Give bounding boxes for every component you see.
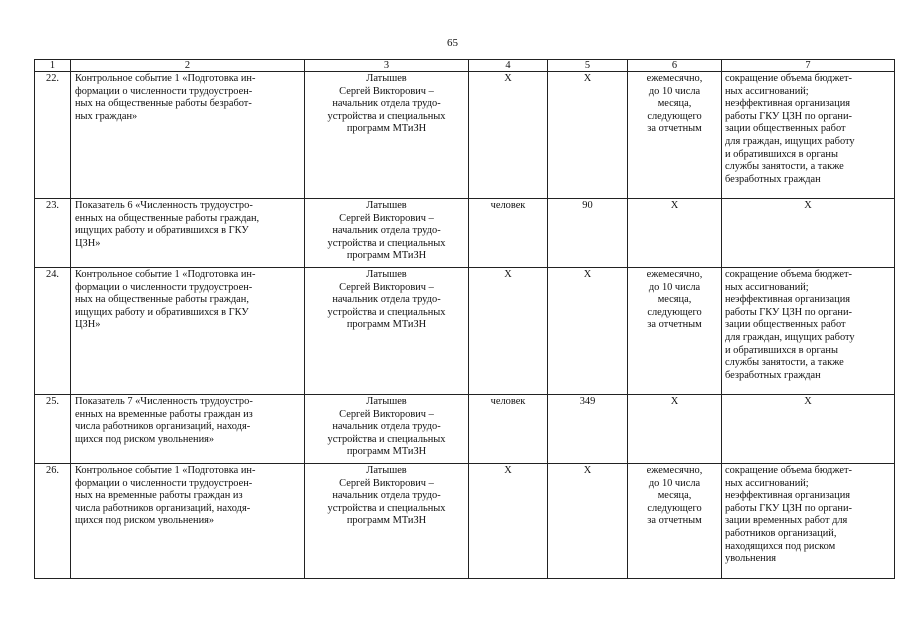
text-line: работы ГКУ ЦЗН по органи- bbox=[725, 502, 852, 514]
text-line: неэффективная организация bbox=[725, 98, 851, 110]
text-line: Показатель 6 «Численность трудоустро- bbox=[75, 200, 253, 211]
text-line: увольнения bbox=[725, 553, 777, 565]
responsible-person bbox=[305, 464, 469, 579]
column-number-row bbox=[35, 60, 895, 72]
risk-cell bbox=[722, 395, 895, 464]
text-line: Показатель 7 «Численность трудоустро- bbox=[75, 396, 253, 407]
responsible-person bbox=[305, 72, 469, 199]
text-line: ных на общественные работы граждан, bbox=[75, 294, 249, 306]
text-line: безработных граждан bbox=[725, 369, 821, 381]
text-line: Контрольное событие 1 «Подготовка ин- bbox=[75, 73, 256, 84]
text-line: Сергей Викторович – bbox=[339, 408, 434, 420]
event-name bbox=[71, 464, 305, 579]
text-line: безработных граждан bbox=[725, 173, 821, 185]
text-line: для граждан, ищущих работу bbox=[725, 135, 855, 147]
text-line: программ МТиЗН bbox=[346, 319, 427, 331]
text-line: Сергей Викторович – bbox=[339, 281, 434, 293]
event-name bbox=[71, 72, 305, 199]
text-line: ежемесячно, bbox=[646, 465, 703, 476]
table-row bbox=[35, 268, 895, 395]
text-line: неэффективная организация bbox=[725, 294, 851, 306]
text-line: сокращение объема бюджет- bbox=[725, 73, 852, 84]
text-line: службы занятости, а также bbox=[725, 357, 844, 369]
text-line: ных ассигнований; bbox=[725, 477, 809, 489]
period-cell bbox=[628, 199, 722, 268]
responsible-person bbox=[305, 395, 469, 464]
text-line: Х bbox=[670, 396, 679, 407]
text-line: находящихся под риском bbox=[725, 540, 836, 552]
text-line: формации о численности трудоустроен- bbox=[75, 85, 253, 97]
unit-cell: человек bbox=[469, 395, 548, 464]
text-line: устройства и специальных bbox=[327, 110, 446, 122]
unit-cell: человек bbox=[469, 199, 548, 268]
text-line: и обратившихся в органы bbox=[725, 344, 838, 356]
text-line: енных на общественные работы граждан, bbox=[75, 212, 260, 224]
table-row bbox=[35, 72, 895, 199]
text-line: устройства и специальных bbox=[327, 306, 446, 318]
text-line: ных на общественные работы безработ- bbox=[75, 98, 252, 110]
text-line: до 10 числа bbox=[648, 85, 701, 97]
row-number: 25. bbox=[35, 395, 71, 464]
table-row bbox=[35, 199, 895, 268]
text-line: службы занятости, а также bbox=[725, 161, 844, 173]
text-line: Латышев bbox=[366, 396, 407, 407]
period-cell bbox=[628, 464, 722, 579]
text-line: формации о численности трудоустроен- bbox=[75, 281, 253, 293]
unit-cell: Х bbox=[469, 464, 548, 579]
text-line: сокращение объема бюджет- bbox=[725, 269, 852, 280]
text-line: следующего bbox=[647, 110, 702, 122]
text-line: и обратившихся в органы bbox=[725, 148, 838, 160]
text-line: Латышев bbox=[366, 465, 407, 476]
text-line: программ МТиЗН bbox=[346, 515, 427, 527]
indicator-name bbox=[71, 395, 305, 464]
row-number: 22. bbox=[35, 72, 71, 199]
responsible-person bbox=[305, 199, 469, 268]
text-line: работы ГКУ ЦЗН по органи- bbox=[725, 110, 852, 122]
text-line: устройства и специальных bbox=[327, 502, 446, 514]
value-cell: 349 bbox=[548, 395, 628, 464]
text-line: зации временных работ для bbox=[725, 515, 848, 527]
plan-table bbox=[34, 59, 895, 579]
text-line: Х bbox=[670, 200, 679, 211]
text-line: Латышев bbox=[366, 73, 407, 84]
text-line: ных граждан» bbox=[75, 110, 138, 122]
column-number: 1 bbox=[35, 60, 71, 72]
text-line: зации общественных работ bbox=[725, 123, 846, 135]
text-line: месяца, bbox=[657, 294, 692, 306]
row-number: 26. bbox=[35, 464, 71, 579]
text-line: начальник отдела трудо- bbox=[332, 225, 441, 237]
column-number: 3 bbox=[305, 60, 469, 72]
text-line: ных ассигнований; bbox=[725, 85, 809, 97]
column-number: 5 bbox=[548, 60, 628, 72]
period-cell bbox=[628, 395, 722, 464]
text-line: ежемесячно, bbox=[646, 269, 703, 280]
text-line: устройства и специальных bbox=[327, 433, 446, 445]
text-line: месяца, bbox=[657, 490, 692, 502]
text-line: зации общественных работ bbox=[725, 319, 846, 331]
text-line: ЦЗН» bbox=[75, 237, 101, 249]
text-line: формации о численности трудоустроен- bbox=[75, 477, 253, 489]
text-line: ищущих работу и обратившихся в ГКУ bbox=[75, 225, 249, 237]
text-line: щихся под риском увольнения» bbox=[75, 515, 215, 527]
text-line: начальник отдела трудо- bbox=[332, 294, 441, 306]
text-line: до 10 числа bbox=[648, 281, 701, 293]
text-line: числа работников организаций, находя- bbox=[75, 502, 251, 514]
text-line: для граждан, ищущих работу bbox=[725, 331, 855, 343]
risk-cell bbox=[722, 464, 895, 579]
text-line: работников организаций, bbox=[725, 527, 837, 539]
text-line: начальник отдела трудо- bbox=[332, 98, 441, 110]
risk-cell bbox=[722, 199, 895, 268]
text-line: работы ГКУ ЦЗН по органи- bbox=[725, 306, 852, 318]
text-line: до 10 числа bbox=[648, 477, 701, 489]
text-line: Сергей Викторович – bbox=[339, 85, 434, 97]
table-row bbox=[35, 464, 895, 579]
text-line: за отчетным bbox=[647, 319, 702, 331]
column-number: 2 bbox=[71, 60, 305, 72]
text-line: программ МТиЗН bbox=[346, 123, 427, 135]
column-number: 6 bbox=[628, 60, 722, 72]
text-line: Х bbox=[804, 396, 812, 407]
unit-cell: Х bbox=[469, 268, 548, 395]
text-line: следующего bbox=[647, 306, 702, 318]
row-number: 24. bbox=[35, 268, 71, 395]
text-line: Контрольное событие 1 «Подготовка ин- bbox=[75, 465, 256, 476]
text-line: ных на временные работы граждан из bbox=[75, 490, 243, 502]
text-line: начальник отдела трудо- bbox=[332, 421, 441, 433]
risk-cell bbox=[722, 72, 895, 199]
text-line: щихся под риском увольнения» bbox=[75, 433, 215, 445]
text-line: Сергей Викторович – bbox=[339, 212, 434, 224]
column-number: 4 bbox=[469, 60, 548, 72]
text-line: числа работников организаций, находя- bbox=[75, 421, 251, 433]
text-line: ежемесячно, bbox=[646, 73, 703, 84]
text-line: сокращение объема бюджет- bbox=[725, 465, 852, 476]
text-line: ных ассигнований; bbox=[725, 281, 809, 293]
indicator-name bbox=[71, 199, 305, 268]
text-line: устройства и специальных bbox=[327, 237, 446, 249]
period-cell bbox=[628, 72, 722, 199]
text-line: Латышев bbox=[366, 200, 407, 211]
event-name bbox=[71, 268, 305, 395]
text-line: Сергей Викторович – bbox=[339, 477, 434, 489]
text-line: ЦЗН» bbox=[75, 319, 101, 331]
text-line: следующего bbox=[647, 502, 702, 514]
text-line: месяца, bbox=[657, 98, 692, 110]
text-line: за отчетным bbox=[647, 123, 702, 135]
text-line: Х bbox=[804, 200, 812, 211]
table-row bbox=[35, 395, 895, 464]
text-line: ищущих работу и обратившихся в ГКУ bbox=[75, 306, 249, 318]
value-cell: Х bbox=[548, 72, 628, 199]
responsible-person bbox=[305, 268, 469, 395]
text-line: Латышев bbox=[366, 269, 407, 280]
page-number: 65 bbox=[447, 37, 458, 49]
row-number: 23. bbox=[35, 199, 71, 268]
text-line: за отчетным bbox=[647, 515, 702, 527]
text-line: программ МТиЗН bbox=[346, 250, 427, 262]
risk-cell bbox=[722, 268, 895, 395]
text-line: программ МТиЗН bbox=[346, 446, 427, 458]
unit-cell: Х bbox=[469, 72, 548, 199]
text-line: Контрольное событие 1 «Подготовка ин- bbox=[75, 269, 256, 280]
text-line: неэффективная организация bbox=[725, 490, 851, 502]
period-cell bbox=[628, 268, 722, 395]
value-cell: Х bbox=[548, 464, 628, 579]
value-cell: 90 bbox=[548, 199, 628, 268]
text-line: енных на временные работы граждан из bbox=[75, 408, 253, 420]
value-cell: Х bbox=[548, 268, 628, 395]
text-line: начальник отдела трудо- bbox=[332, 490, 441, 502]
column-number: 7 bbox=[722, 60, 895, 72]
